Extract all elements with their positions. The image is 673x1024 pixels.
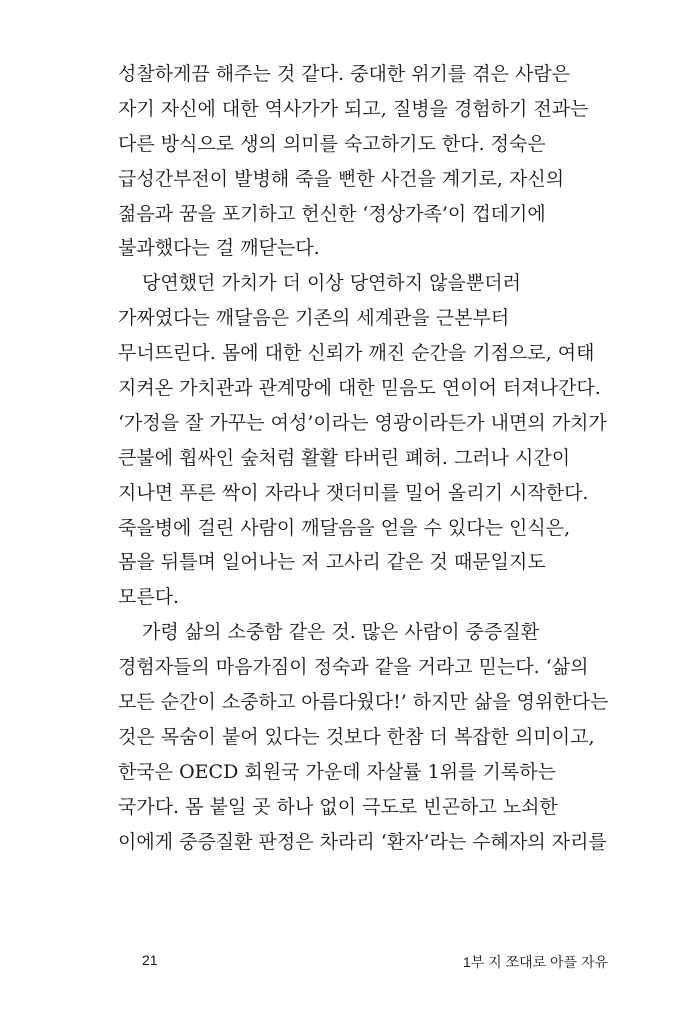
text-line-paragraph-start: 가령 삶의 소중함 같은 것. 많은 사람이 중증질환 — [142, 621, 540, 644]
text-line: 죽을병에 걸린 사람이 깨달음을 얻을 수 있다는 인식은, — [118, 516, 571, 539]
text-line: 큰불에 휩싸인 숲처럼 활활 타버린 폐허. 그러나 시간이 — [118, 446, 571, 469]
text-line: 국가다. 몸 붙일 곳 하나 없이 극도로 빈곤하고 노쇠한 — [118, 795, 558, 818]
text-line: 지켜온 가치관과 관계망에 대한 믿음도 연이어 터져나간다. — [118, 377, 601, 400]
text-line: 불과했다는 걸 깨닫는다. — [118, 237, 320, 260]
text-line: 경험자들의 마음가짐이 정숙과 같을 거라고 믿는다. ‘삶의 — [118, 656, 589, 679]
text-line: 한국은 OECD 회원국 가운데 자살률 1위를 기록하는 — [118, 760, 556, 783]
text-line: 성찰하게끔 해주는 것 같다. 중대한 위기를 겪은 사람은 — [118, 63, 571, 85]
text-line: 가짜였다는 깨달음은 기존의 세계관을 근본부터 — [118, 307, 510, 330]
text-line: 급성간부전이 발병해 죽을 뻔한 사건을 계기로, 자신의 — [118, 167, 565, 190]
text-line: 몸을 뒤틀며 일어나는 저 고사리 같은 것 때문일지도 — [118, 551, 546, 574]
text-line: 모른다. — [118, 586, 180, 609]
text-line: 것은 목숨이 붙어 있다는 것보다 한참 더 복잡한 의미이고, — [118, 725, 595, 748]
page-number: 21 — [142, 952, 158, 968]
text-line: 이에게 중증질환 판정은 차라리 ‘환자’라는 수혜자의 자리를 — [118, 830, 607, 853]
text-line: 젊음과 꿈을 포기하고 헌신한 ‘정상가족’이 껍데기에 — [118, 202, 546, 225]
text-line: 지나면 푸른 싹이 자라나 잿더미를 밀어 올리기 시작한다. — [118, 481, 589, 504]
running-head: 1부 지 쪼대로 아플 자유 — [462, 954, 608, 970]
text-line: ‘가정을 잘 가꾸는 여성’이라는 영광이라든가 내면의 가치가 — [118, 411, 607, 434]
text-line: 자기 자신에 대한 역사가가 되고, 질병을 경험하기 전과는 — [118, 97, 589, 120]
text-line-paragraph-start: 당연했던 가치가 더 이상 당연하지 않을뿐더러 — [142, 272, 521, 295]
text-line: 모든 순간이 소중하고 아름다웠다!’ 하지만 삶을 영위한다는 — [118, 691, 609, 714]
text-line: 무너뜨린다. 몸에 대한 신뢰가 깨진 순간을 기점으로, 여태 — [118, 342, 595, 365]
text-line: 다른 방식으로 생의 의미를 숙고하기도 한다. 정숙은 — [118, 132, 546, 155]
body-text — [118, 57, 618, 859]
